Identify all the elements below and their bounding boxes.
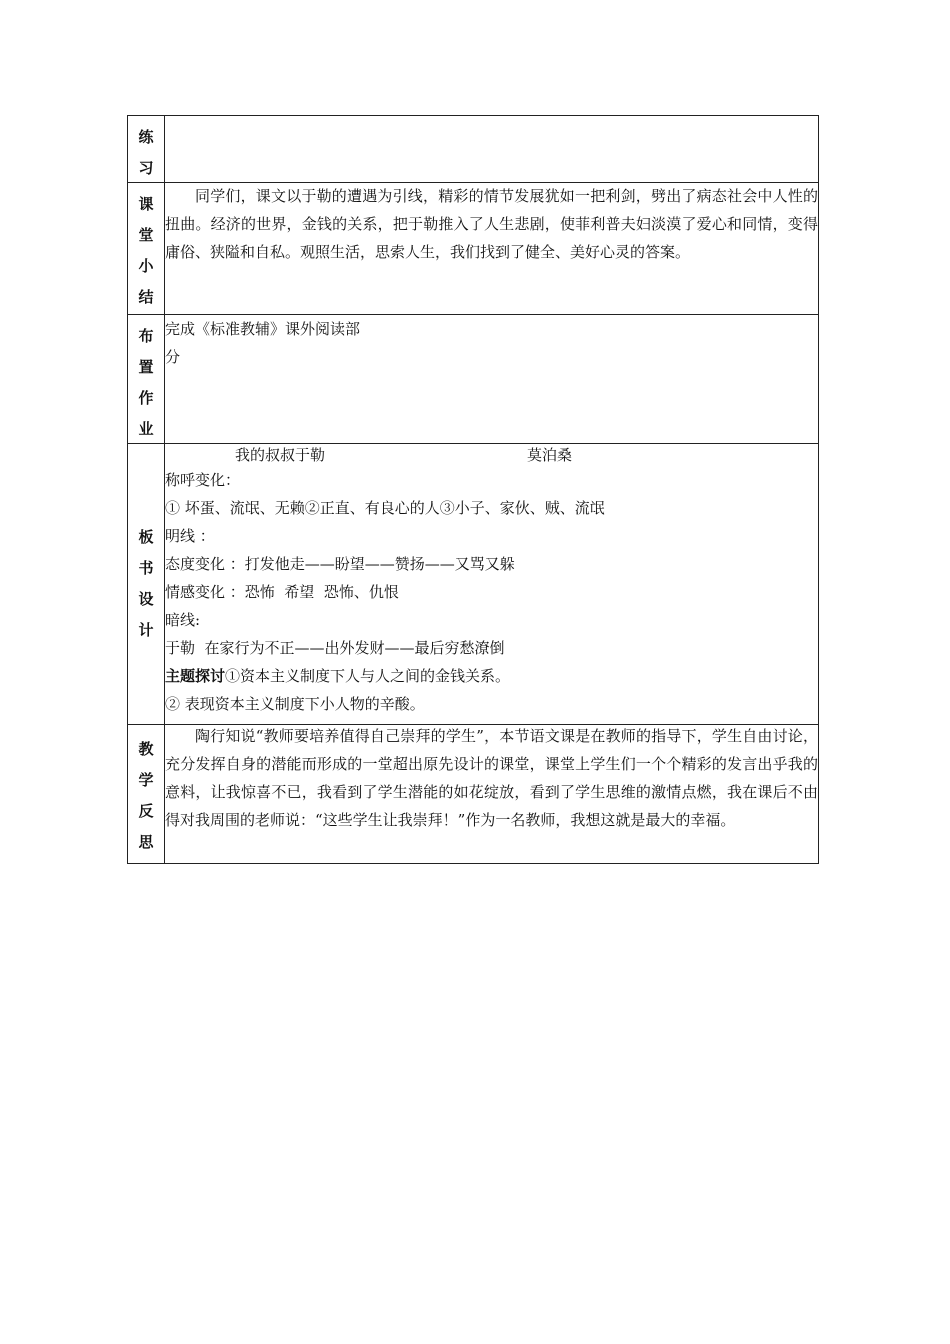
board-line: 于勒 在家行为不正——出外发财——最后穷愁潦倒 bbox=[165, 639, 505, 657]
row-homework bbox=[128, 315, 819, 444]
row-summary bbox=[128, 183, 819, 315]
row-label-board: 板 书 设 计 bbox=[128, 444, 165, 725]
homework-line: 分 bbox=[165, 348, 181, 366]
lesson-plan-table bbox=[127, 115, 819, 864]
row-label-reflection: 教 学 反 思 bbox=[128, 725, 165, 864]
summary-content bbox=[165, 183, 819, 315]
board-content bbox=[165, 444, 819, 725]
row-label-practice: 练 习 bbox=[128, 116, 165, 183]
board-line: 称呼变化： bbox=[165, 471, 241, 489]
homework-content bbox=[165, 315, 819, 444]
board-theme-line bbox=[165, 662, 818, 690]
row-reflection bbox=[128, 725, 819, 864]
reflection-content bbox=[165, 725, 819, 864]
summary-text: 同学们，课文以于勒的遭遇为引线，精彩的情节发展犹如一把利剑，劈出了病态社会中人性的扭曲。经济的世界，金钱的关系，把于勒推入了人生悲剧，使菲利普夫妇淡漠了爱心和同情，变得庸俗、狭隘和自私。观照生活，思索人生，我们找到了健全、美好心灵的答案。 bbox=[165, 187, 818, 261]
practice-content bbox=[165, 116, 819, 183]
board-line: ① 坏蛋、流氓、无赖②正直、有良心的人③小子、家伙、贼、流氓 bbox=[165, 499, 605, 517]
row-label-summary: 课 堂 小 结 bbox=[128, 183, 165, 315]
board-line: 情感变化 ：恐怖 希望 恐怖、仇恨 bbox=[165, 583, 399, 601]
board-line: 明线 ： bbox=[165, 527, 215, 545]
row-practice bbox=[128, 116, 819, 183]
board-theme-text: ①资本主义制度下人与人之间的金钱关系。 bbox=[225, 667, 511, 685]
homework-line: 完成《标准教辅》课外阅读部 bbox=[165, 320, 361, 338]
board-line: ② 表现资本主义制度下小人物的辛酸。 bbox=[165, 695, 425, 713]
board-title: 我的叔叔于勒 bbox=[235, 446, 326, 464]
board-line: 态度变化 ：打发他走——盼望——赞扬——又骂又躲 bbox=[165, 555, 515, 573]
board-line: 暗线: bbox=[165, 611, 201, 629]
board-title-line bbox=[165, 444, 818, 466]
board-theme-label: 主题探讨 bbox=[165, 667, 226, 685]
reflection-text: 陶行知说“教师要培养值得自己崇拜的学生”，本节语文课是在教师的指导下，学生自由讨论，充分发挥自身的潜能而形成的一堂超出原先设计的课堂，课堂上学生们一个个精彩的发言出乎我的意料，让我惊喜不已，我看到了学生潜能的如花绽放，看到了学生思维的激情点燃，我在课后不由得对我周围的老师说：“这些学生让我崇拜！”作为一名教师，我想这就是最大的幸福。 bbox=[165, 727, 818, 829]
row-board bbox=[128, 444, 819, 725]
board-author: 莫泊桑 bbox=[527, 446, 573, 464]
row-label-homework: 布 置 作 业 bbox=[128, 315, 165, 444]
